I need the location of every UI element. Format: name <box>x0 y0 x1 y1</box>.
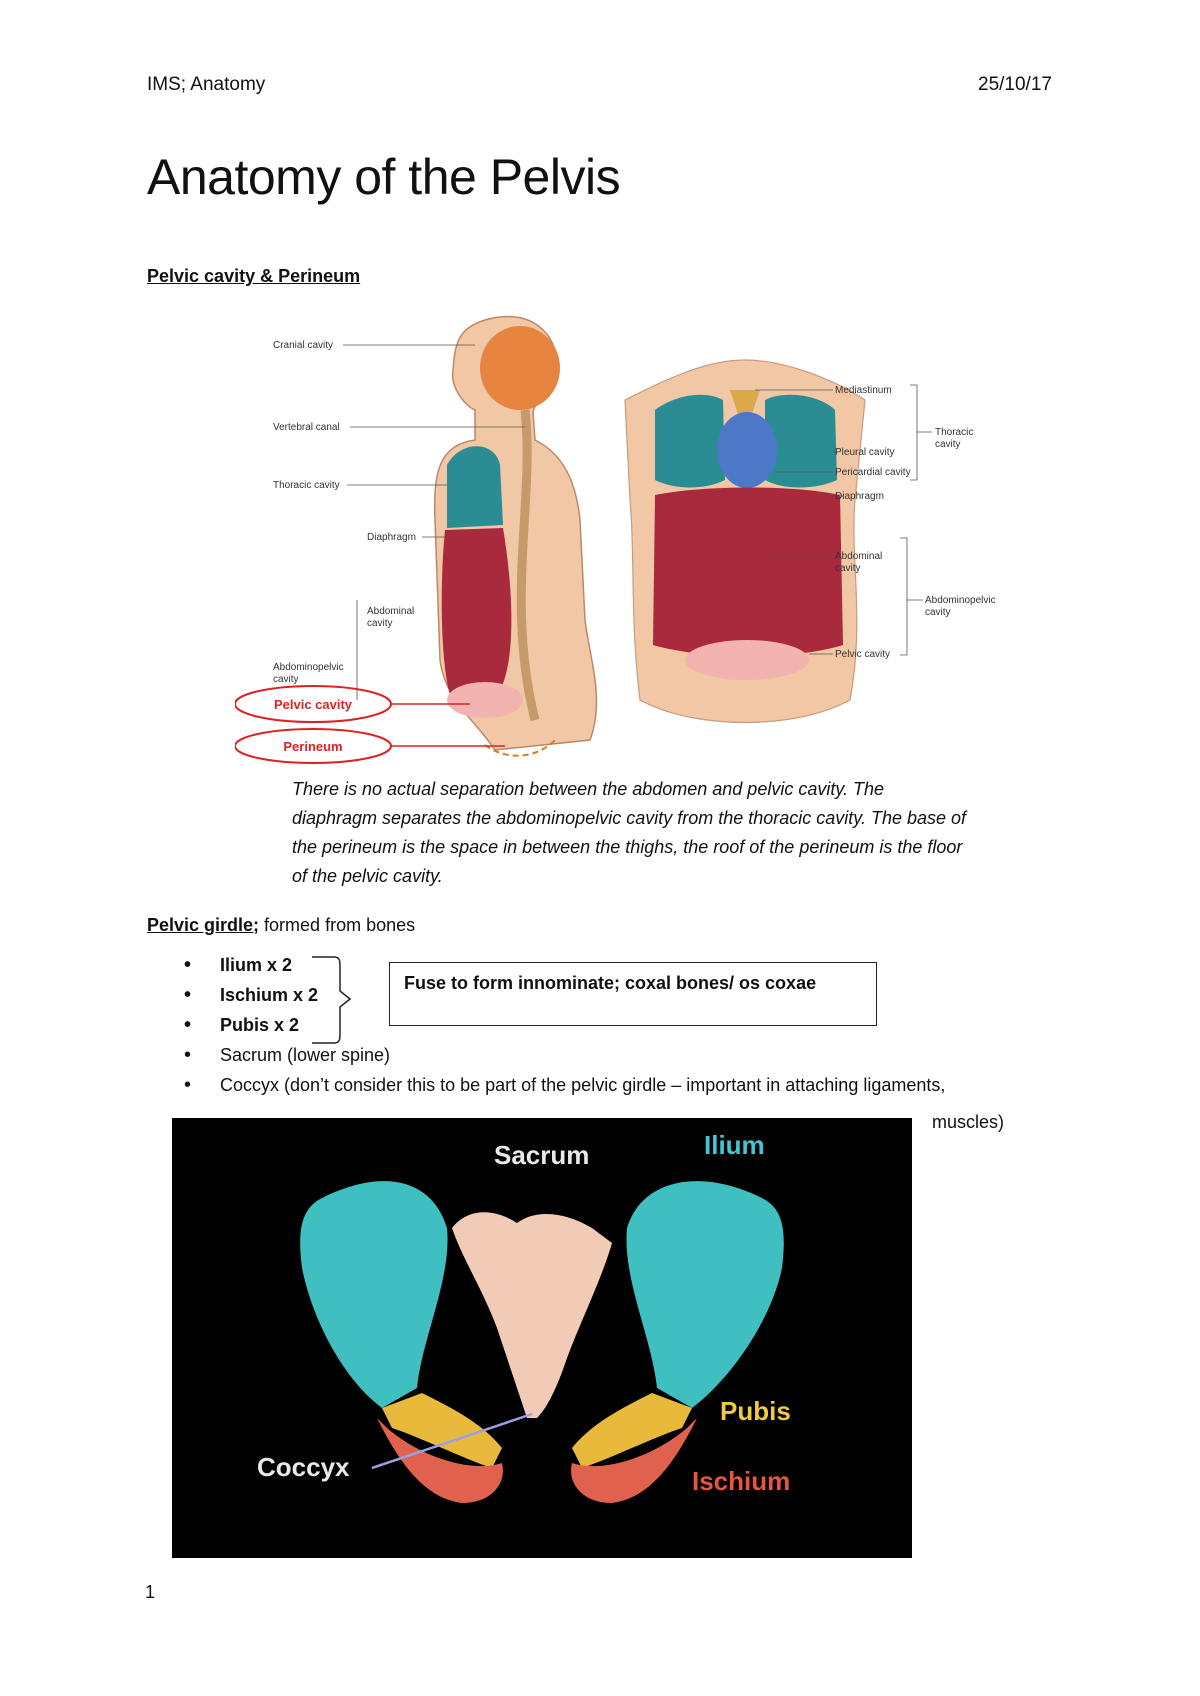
label-cranial-cavity: Cranial cavity <box>273 340 334 351</box>
label-ischium: Ischium <box>692 1466 791 1496</box>
page-title: Anatomy of the Pelvis <box>147 149 621 205</box>
label-thoracic-front-2: cavity <box>935 439 961 450</box>
label-diaphragm: Diaphragm <box>367 532 416 543</box>
ilium-left-shape <box>300 1181 447 1408</box>
header-date: 25/10/17 <box>978 74 1052 95</box>
side-abdominal-shape <box>442 528 512 695</box>
list-item-sacrum: • Sacrum (lower spine) <box>180 1040 945 1070</box>
label-coccyx: Coccyx <box>257 1452 350 1482</box>
body-cavities-illustration <box>235 300 995 770</box>
coccyx-continuation: muscles) <box>932 1112 1005 1132</box>
front-pelvic-shape <box>685 640 809 680</box>
label-abdominal-1: Abdominal <box>367 606 415 617</box>
front-abdominal-shape <box>653 488 843 657</box>
label-front-abdominopelvic-2: cavity <box>925 607 951 618</box>
ilium-right-shape <box>626 1181 783 1408</box>
header-left: IMS; Anatomy <box>147 74 266 95</box>
label-pubis: Pubis <box>720 1396 791 1426</box>
label-thoracic-front-1: Thoracic <box>935 427 974 438</box>
label-pericardial-cavity: Pericardial cavity <box>835 467 911 478</box>
section-heading-pelvic-cavity: Pelvic cavity & Perineum <box>147 266 361 286</box>
grouping-brace <box>310 953 370 1048</box>
fuse-callout-box: Fuse to form innominate; coxal bones/ os coxae <box>389 962 877 1026</box>
label-front-pelvic-cavity: Pelvic cavity <box>835 649 891 660</box>
cranial-cavity-shape <box>480 326 560 410</box>
label-front-diaphragm: Diaphragm <box>835 491 884 502</box>
sacrum-shape <box>452 1212 612 1418</box>
label-mediastinum: Mediastinum <box>835 385 892 396</box>
list-item-ischium: • Ischium x 2 <box>180 980 945 1010</box>
list-item-coccyx: • Coccyx (don’t consider this to be part of the pelvic girdle – important in attaching ligaments, <box>180 1070 945 1100</box>
list-item-pubis: • Pubis x 2 <box>180 1010 945 1040</box>
left-lung-shape <box>655 395 725 488</box>
label-ilium: Ilium <box>704 1130 765 1160</box>
pelvis-figure <box>172 1118 912 1558</box>
label-abdominopelvic-2: cavity <box>273 674 299 685</box>
label-thoracic-cavity: Thoracic cavity <box>273 480 340 491</box>
caption-line-3: the perineum is the space in between the thighs, the roof of the perineum is the floor <box>292 837 963 857</box>
label-abdominal-2: cavity <box>367 618 393 629</box>
caption-line-2: diaphragm separates the abdominopelvic cavity from the thoracic cavity. The base of <box>292 808 967 828</box>
side-pelvic-shape <box>447 682 523 718</box>
label-vertebral-canal: Vertebral canal <box>273 422 340 433</box>
label-front-abdominopelvic-1: Abdominopelvic <box>925 595 995 606</box>
side-thoracic-shape <box>447 446 503 528</box>
label-sacrum: Sacrum <box>494 1140 590 1170</box>
section-heading-pelvic-girdle: Pelvic girdle; <box>147 915 260 935</box>
page-number: 1 <box>145 1582 156 1602</box>
label-perineum: Perineum <box>283 739 343 754</box>
caption-line-4: of the pelvic cavity. <box>292 866 443 886</box>
pelvic-girdle-line <box>147 915 415 936</box>
label-abdominopelvic-1: Abdominopelvic <box>273 662 344 673</box>
list-item-ilium: • Ilium x 2 <box>180 950 945 980</box>
caption-line-1: There is no actual separation between the abdomen and pelvic cavity. The <box>292 779 885 799</box>
pelvic-girdle-text: formed from bones <box>259 915 416 935</box>
label-front-abdominal-2: cavity <box>835 563 861 574</box>
label-front-abdominal-1: Abdominal <box>835 551 883 562</box>
figure-caption <box>292 775 1072 891</box>
label-pelvic-cavity: Pelvic cavity <box>273 697 353 712</box>
body-cavities-figure <box>235 300 995 770</box>
label-pleural-cavity: Pleural cavity <box>835 447 895 458</box>
pelvis-illustration <box>172 1118 912 1558</box>
pericardial-shape <box>717 412 777 488</box>
